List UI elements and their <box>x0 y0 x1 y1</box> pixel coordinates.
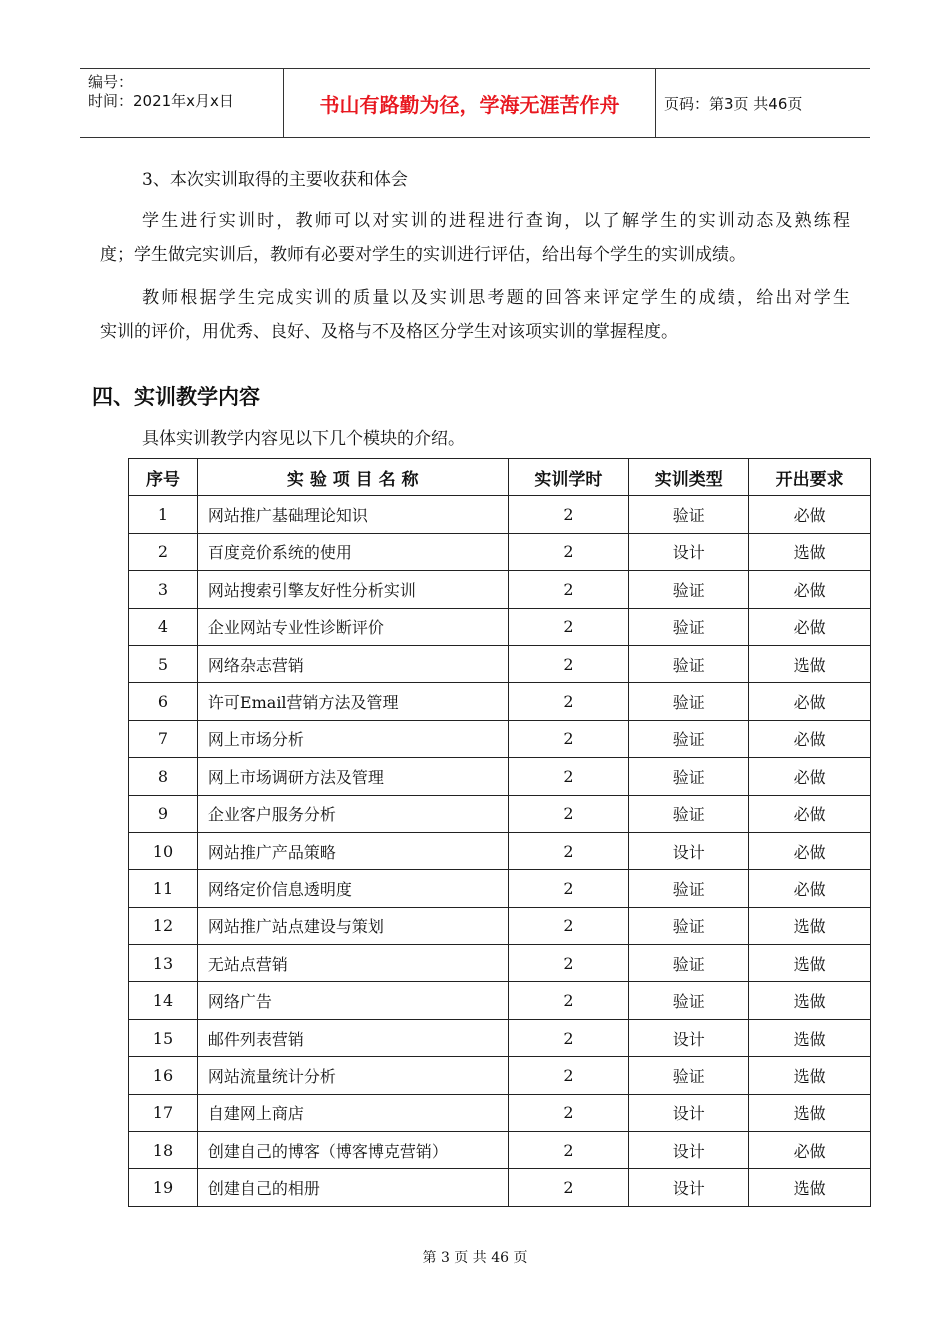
col-header: 实 验 项 目 名 称 <box>197 459 508 496</box>
col-header: 实训学时 <box>508 459 629 496</box>
experiment-name: 网站推广产品策略 <box>197 832 508 869</box>
page-footer: 第 3 页 共 46 页 <box>422 1250 528 1266</box>
table-row <box>129 720 871 757</box>
experiment-table <box>128 458 871 1207</box>
training-hours: 2 <box>508 832 629 869</box>
training-type: 设计 <box>629 1169 749 1206</box>
training-hours: 2 <box>508 571 629 608</box>
experiment-name: 网站推广站点建设与策划 <box>197 907 508 944</box>
training-type: 验证 <box>629 982 749 1019</box>
experiment-name: 创建自己的博客（博客博克营销） <box>197 1132 508 1169</box>
table-row <box>129 496 871 533</box>
requirement: 选做 <box>749 645 871 682</box>
requirement: 必做 <box>749 795 871 832</box>
para2-line2: 实训的评价，用优秀、良好、及格与不及格区分学生对该项实训的掌握程度。 <box>100 322 678 342</box>
row-number: 16 <box>129 1057 198 1094</box>
experiment-name: 网站搜索引擎友好性分析实训 <box>197 571 508 608</box>
training-type: 设计 <box>629 832 749 869</box>
requirement: 必做 <box>749 832 871 869</box>
requirement: 选做 <box>749 945 871 982</box>
row-number: 15 <box>129 1019 198 1056</box>
training-type: 验证 <box>629 683 749 720</box>
time-label: 时间：2021年x月x日 <box>88 92 234 110</box>
training-hours: 2 <box>508 758 629 795</box>
training-type: 验证 <box>629 758 749 795</box>
training-type: 验证 <box>629 870 749 907</box>
experiment-name: 百度竞价系统的使用 <box>197 533 508 570</box>
requirement: 必做 <box>749 683 871 720</box>
training-hours: 2 <box>508 982 629 1019</box>
row-number: 17 <box>129 1094 198 1131</box>
requirement: 选做 <box>749 1094 871 1131</box>
requirement: 必做 <box>749 870 871 907</box>
experiment-name: 网站推广基础理论知识 <box>197 496 508 533</box>
section-heading: 四、实训教学内容 <box>92 385 260 409</box>
training-hours: 2 <box>508 720 629 757</box>
training-type: 设计 <box>629 533 749 570</box>
training-type: 设计 <box>629 1094 749 1131</box>
requirement: 必做 <box>749 608 871 645</box>
row-number: 5 <box>129 645 198 682</box>
table-row <box>129 758 871 795</box>
row-number: 12 <box>129 907 198 944</box>
training-hours: 2 <box>508 533 629 570</box>
requirement: 必做 <box>749 1132 871 1169</box>
requirement: 选做 <box>749 907 871 944</box>
table-row <box>129 1057 871 1094</box>
requirement: 必做 <box>749 758 871 795</box>
experiment-name: 网络定价信息透明度 <box>197 870 508 907</box>
row-number: 10 <box>129 832 198 869</box>
para1-line2: 度；学生做完实训后，教师有必要对学生的实训进行评估，给出每个学生的实训成绩。 <box>100 245 746 265</box>
row-number: 4 <box>129 608 198 645</box>
row-number: 14 <box>129 982 198 1019</box>
row-number: 1 <box>129 496 198 533</box>
training-hours: 2 <box>508 683 629 720</box>
para1-line1: 学生进行实训时，教师可以对实训的进程进行查询，以了解学生的实训动态及熟练程 <box>142 211 850 231</box>
table-row <box>129 1132 871 1169</box>
training-type: 验证 <box>629 795 749 832</box>
row-number: 13 <box>129 945 198 982</box>
training-type: 验证 <box>629 571 749 608</box>
training-type: 验证 <box>629 945 749 982</box>
experiment-name: 网站流量统计分析 <box>197 1057 508 1094</box>
training-hours: 2 <box>508 870 629 907</box>
page-header <box>80 68 870 138</box>
table-row <box>129 645 871 682</box>
requirement: 选做 <box>749 1057 871 1094</box>
training-hours: 2 <box>508 1094 629 1131</box>
requirement: 选做 <box>749 533 871 570</box>
requirement: 必做 <box>749 720 871 757</box>
experiment-name: 邮件列表营销 <box>197 1019 508 1056</box>
requirement: 必做 <box>749 571 871 608</box>
requirement: 选做 <box>749 982 871 1019</box>
para2-line1: 教师根据学生完成实训的质量以及实训思考题的回答来评定学生的成绩，给出对学生 <box>142 288 850 308</box>
training-hours: 2 <box>508 945 629 982</box>
experiment-name: 创建自己的相册 <box>197 1169 508 1206</box>
row-number: 19 <box>129 1169 198 1206</box>
training-type: 验证 <box>629 496 749 533</box>
table-row <box>129 1169 871 1206</box>
experiment-name: 网络广告 <box>197 982 508 1019</box>
header-page-info: 页码：第3页 共46页 <box>664 94 803 113</box>
table-intro: 具体实训教学内容见以下几个模块的介绍。 <box>142 429 465 449</box>
training-type: 验证 <box>629 608 749 645</box>
table-row <box>129 832 871 869</box>
row-number: 3 <box>129 571 198 608</box>
training-hours: 2 <box>508 1057 629 1094</box>
row-number: 11 <box>129 870 198 907</box>
training-type: 验证 <box>629 1057 749 1094</box>
experiment-name: 网上市场分析 <box>197 720 508 757</box>
col-header: 开出要求 <box>749 459 871 496</box>
experiment-name: 许可Email营销方法及管理 <box>197 683 508 720</box>
requirement: 必做 <box>749 496 871 533</box>
table-row <box>129 982 871 1019</box>
row-number: 9 <box>129 795 198 832</box>
row-number: 7 <box>129 720 198 757</box>
row-number: 2 <box>129 533 198 570</box>
number-label: 编号： <box>88 73 134 91</box>
experiment-name: 无站点营销 <box>197 945 508 982</box>
table-row <box>129 608 871 645</box>
row-number: 6 <box>129 683 198 720</box>
experiment-name: 网上市场调研方法及管理 <box>197 758 508 795</box>
header-motto: 书山有路勤为径，学海无涯苦作舟 <box>283 69 656 137</box>
training-hours: 2 <box>508 1019 629 1056</box>
training-type: 设计 <box>629 1132 749 1169</box>
table-header-row <box>129 459 871 496</box>
training-hours: 2 <box>508 645 629 682</box>
table-row <box>129 533 871 570</box>
row-number: 8 <box>129 758 198 795</box>
experiment-name: 企业网站专业性诊断评价 <box>197 608 508 645</box>
training-hours: 2 <box>508 1169 629 1206</box>
table-row <box>129 683 871 720</box>
item3-title: 3、本次实训取得的主要收获和体会 <box>142 170 408 190</box>
training-hours: 2 <box>508 1132 629 1169</box>
table-row <box>129 571 871 608</box>
training-hours: 2 <box>508 496 629 533</box>
requirement: 选做 <box>749 1169 871 1206</box>
training-type: 验证 <box>629 720 749 757</box>
training-type: 验证 <box>629 645 749 682</box>
table-row <box>129 1019 871 1056</box>
header-meta <box>88 73 283 111</box>
training-hours: 2 <box>508 907 629 944</box>
training-type: 验证 <box>629 907 749 944</box>
training-hours: 2 <box>508 608 629 645</box>
row-number: 18 <box>129 1132 198 1169</box>
table-row <box>129 795 871 832</box>
experiment-name: 网络杂志营销 <box>197 645 508 682</box>
col-header: 序号 <box>129 459 198 496</box>
table-row <box>129 870 871 907</box>
table-row <box>129 945 871 982</box>
training-hours: 2 <box>508 795 629 832</box>
table-row <box>129 1094 871 1131</box>
col-header: 实训类型 <box>629 459 749 496</box>
training-type: 设计 <box>629 1019 749 1056</box>
experiment-name: 企业客户服务分析 <box>197 795 508 832</box>
experiment-name: 自建网上商店 <box>197 1094 508 1131</box>
requirement: 选做 <box>749 1019 871 1056</box>
table-row <box>129 907 871 944</box>
